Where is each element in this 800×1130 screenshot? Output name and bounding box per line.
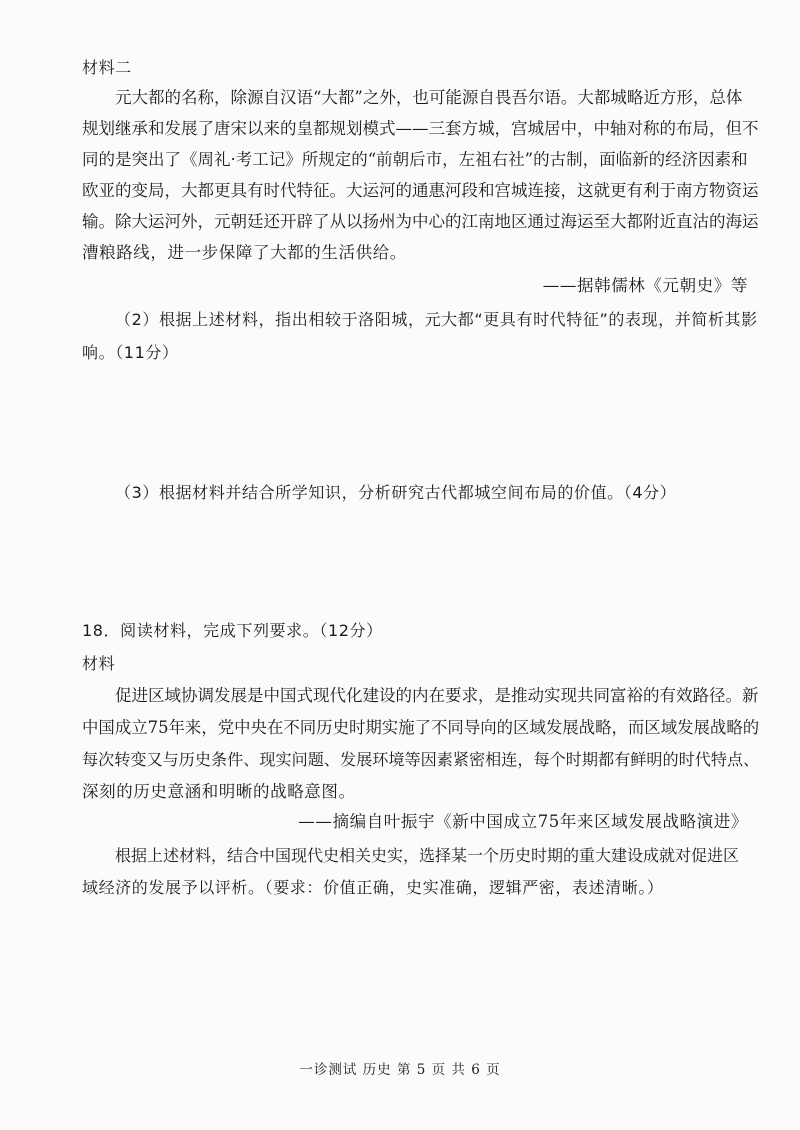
material-2-line-4: 欧亚的变局，大都更具有时代特征。大运河的通惠河段和宫城连接，这就更有利于南方物资运 xyxy=(82,181,759,200)
material-18-source: ——摘编自叶振宇《新中国成立75年来区域发展战略演进》 xyxy=(298,812,748,831)
material-18-line-4: 深刻的历史意涵和明晰的战略意图。 xyxy=(82,782,356,801)
material-2-line-3: 同的是突出了《周礼·考工记》所规定的“前朝后市，左祖右社”的古制，面临新的经济因素和 xyxy=(82,150,748,169)
question-3: （3）根据材料并结合所学知识，分析研究古代都城空间布局的价值。（4分） xyxy=(115,483,677,502)
page-footer: 一诊测试 历史 第 5 页 共 6 页 xyxy=(299,1062,501,1078)
material-18-line-3: 每次转变又与历史条件、现实问题、发展环境等因素紧密相连，每个时期都有鲜明的时代特点、 xyxy=(82,750,760,769)
question-2-line-2: 响。（11分） xyxy=(82,343,179,362)
question-18-material-heading: 材料 xyxy=(82,654,116,673)
material-2-line-6: 漕粮路线，进一步保障了大都的生活供给。 xyxy=(82,243,407,262)
material-2-line-2: 规划继承和发展了唐宋以来的皇都规划模式——三套方城，宫城居中，中轴对称的布局，但不 xyxy=(82,119,759,138)
material-2-source: ——据韩儒林《元朝史》等 xyxy=(542,276,748,295)
question-18-requirement-line-1: 根据上述材料，结合中国现代史相关史实，选择某一个历史时期的重大建设成就对促进区 xyxy=(115,846,740,865)
question-18-title: 18．阅读材料，完成下列要求。（12分） xyxy=(82,621,383,640)
material-2-line-1: 元大都的名称，除源自汉语“大都”之外，也可能源自畏吾尔语。大都城略近方形，总体 xyxy=(115,88,743,107)
material-18-line-2: 中国成立75年来，党中央在不同历史时期实施了不同导向的区域发展战略，而区域发展战略的 xyxy=(82,718,760,737)
material-18-line-1: 促进区域协调发展是中国式现代化建设的内在要求，是推动实现共同富裕的有效路径。新 xyxy=(115,686,759,705)
question-18-requirement-line-2: 域经济的发展予以评析。（要求：价值正确，史实准确，逻辑严密，表述清晰。） xyxy=(82,878,664,897)
material-2-line-5: 输。除大运河外，元朝廷还开辟了从以扬州为中心的江南地区通过海运至大都附近直沽的海运 xyxy=(82,212,759,231)
question-2-line-1: （2）根据上述材料，指出相较于洛阳城，元大都“更具有时代特征”的表现，并简析其影 xyxy=(115,310,758,329)
material-2-heading: 材料二 xyxy=(82,58,132,77)
